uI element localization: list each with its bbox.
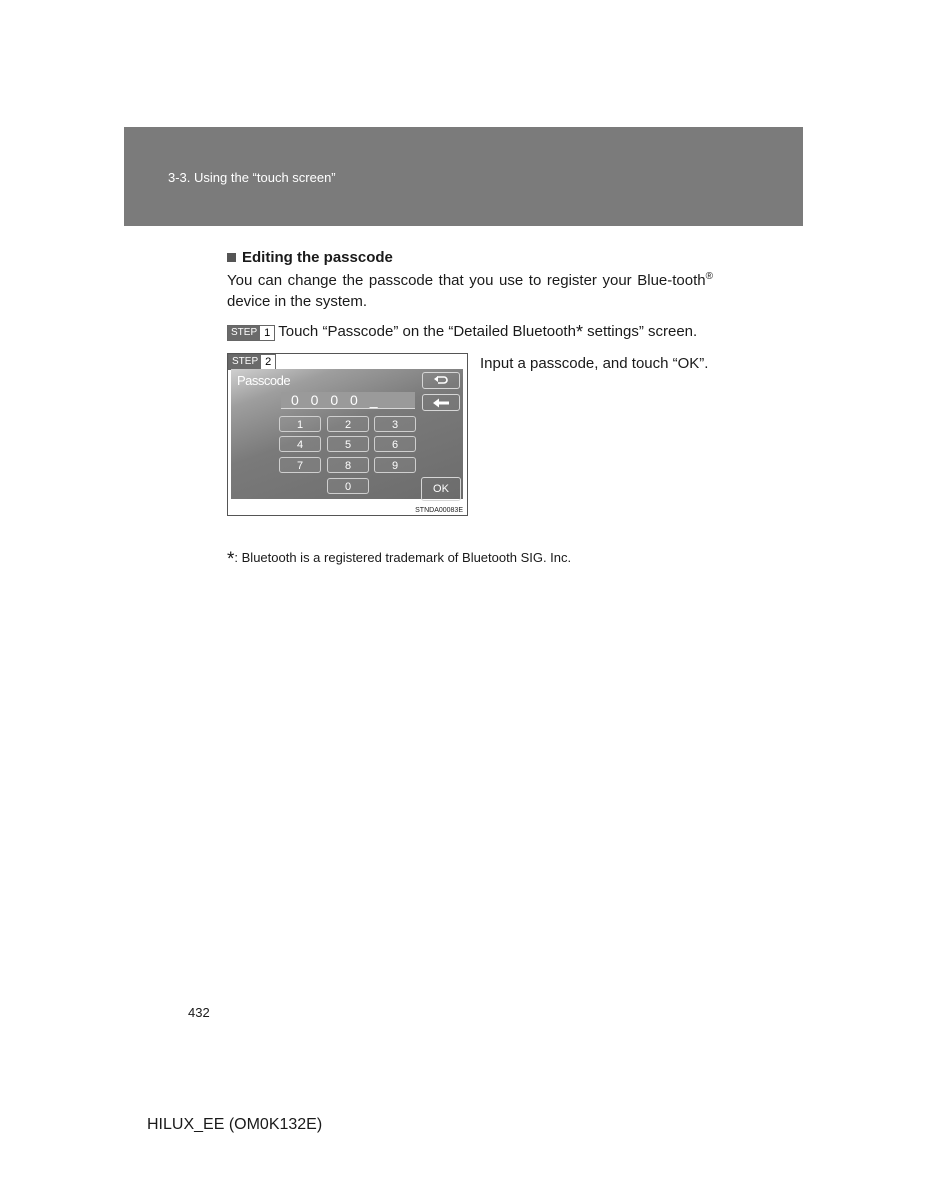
step-2-text: Input a passcode, and touch “OK”. [480,355,709,372]
intro-text-a: You can change the passcode that you use to register your Blue-tooth [227,272,706,289]
key-6[interactable]: 6 [374,436,416,452]
left-arrow-icon [432,398,450,408]
figure-code: STNDA00083E [415,507,463,514]
step-1 [227,321,713,342]
back-button[interactable] [422,372,460,389]
intro-paragraph [227,270,713,312]
touch-screen-display [231,369,463,499]
key-4[interactable]: 4 [279,436,321,452]
step-2-badge [228,354,276,370]
step-2 [227,353,713,517]
section-label: 3-3. Using the “touch screen” [168,170,336,185]
step-1-badge-word: STEP [228,326,260,340]
key-0[interactable]: 0 [327,478,369,494]
step-1-text-b: settings” screen. [582,323,698,340]
key-7[interactable]: 7 [279,457,321,473]
step-1-text [278,321,713,342]
step-1-badge [227,325,275,341]
delete-button[interactable] [422,394,460,411]
document-code: HILUX_EE (OM0K132E) [147,1116,323,1133]
key-1[interactable]: 1 [279,416,321,432]
return-arrow-icon [433,375,449,386]
footnote [227,548,571,570]
key-2[interactable]: 2 [327,416,369,432]
passcode-screen-figure [227,353,468,516]
content [227,246,713,517]
step-2-badge-number: 2 [261,355,275,369]
square-bullet-icon [227,253,236,262]
page-number: 432 [188,1005,210,1020]
intro-text-b: device in the system. [227,293,368,310]
section-heading [227,246,713,268]
ok-button[interactable]: OK [421,477,461,501]
step-1-badge-number: 1 [260,326,274,340]
header-band [124,127,803,226]
key-9[interactable]: 9 [374,457,416,473]
key-8[interactable]: 8 [327,457,369,473]
key-5[interactable]: 5 [327,436,369,452]
screen-title: Passcode [237,373,291,388]
passcode-input[interactable]: 0 0 0 0 _ [281,392,415,409]
heading-text: Editing the passcode [242,248,393,266]
footnote-asterisk: * [227,549,235,570]
key-3[interactable]: 3 [374,416,416,432]
step-1-text-a: Touch “Passcode” on the “Detailed Bluetooth [278,323,576,340]
registered-mark: ® [705,271,713,282]
asterisk-mark: * [575,322,583,342]
step-2-badge-word: STEP [229,355,261,369]
footnote-text: : Bluetooth is a registered trademark of Bluetooth SIG. Inc. [234,550,572,565]
